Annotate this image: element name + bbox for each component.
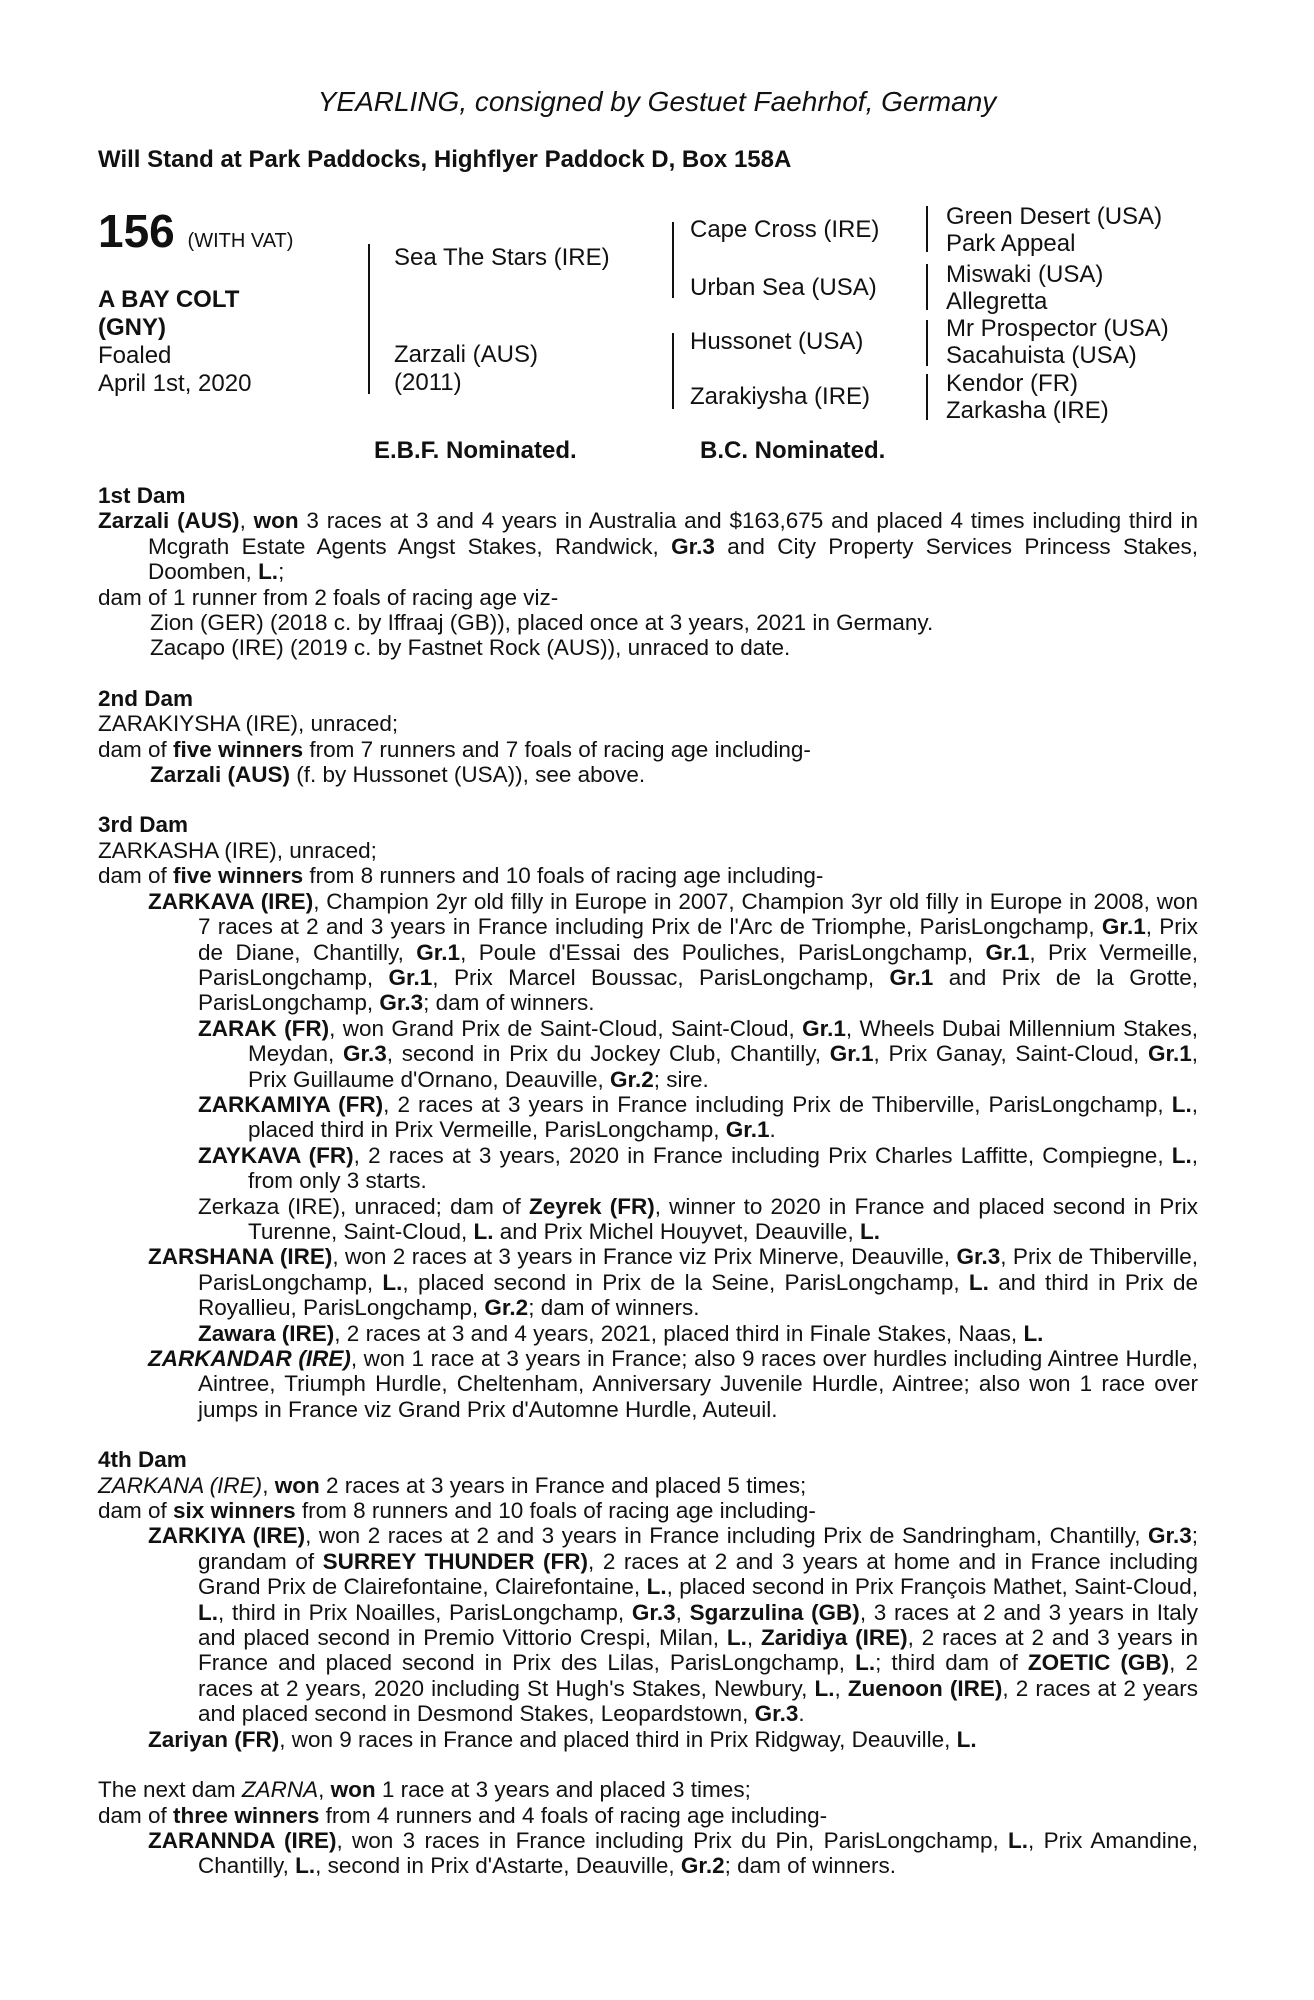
text: from 4 runners and 4 foals of racing age including- [319,1802,828,1828]
text: , [318,1777,331,1803]
text: , Wheels Dubai Millennium Stakes, Meydan, [248,1015,1199,1067]
produce-zarkiya [98,1523,1198,1726]
dam-name: ZARKANA (IRE) [98,1472,263,1498]
third-dam-summary [98,863,1198,888]
text: , 2 races at 3 years in France including Prix de Thiberville, ParisLongchamp, [383,1091,1172,1117]
brace-dd [926,374,928,420]
horse-name: ZARKANDAR (IRE) [148,1346,351,1371]
dam-name: Zarzali (AUS) [98,508,240,534]
produce-zarshana [98,1244,1198,1320]
horse-name: ZARKAMIYA (FR) [198,1091,384,1117]
text: , won 9 races in France and placed third in Prix Ridgway, Deauville, [279,1726,957,1752]
brace-gen1 [368,244,370,394]
text: , [262,1472,275,1498]
ebf-nomination: E.B.F. Nominated. [374,437,577,464]
text: . [798,1701,805,1727]
sire-sire: Cape Cross (IRE) [690,216,880,243]
text: (f. by Hussonet (USA)), see above. [290,762,646,788]
grade: Gr.1 [802,1015,846,1041]
grade: L. [1023,1320,1044,1346]
dam-sire: Hussonet (USA) [690,328,864,355]
horse-description [98,286,251,398]
won-word: won [253,508,299,534]
brace-ds [926,320,928,366]
grade: L. [859,1218,880,1244]
first-dam-race-record [98,508,1198,584]
text: , second in Prix du Jockey Club, Chantilly, [386,1041,830,1067]
lot-number [98,204,293,258]
text: ; sire. [653,1066,709,1092]
text: , Prix de Thiberville, ParisLongchamp, [198,1244,1198,1295]
grade: Gr.1 [889,964,934,990]
produce-zarkava [98,889,1198,1016]
horse-name: ZARKIYA (IRE) [148,1523,306,1549]
produce-zarak [98,1016,1198,1092]
text: and Prix Michel Houyvet, Deauville, [493,1218,860,1244]
text: dam of [98,1802,174,1828]
fourth-dam-record [98,1473,1198,1498]
text: dam of [98,863,174,889]
grade: L. [726,1625,747,1651]
grade: Gr.1 [985,939,1030,965]
horse-name: ZAYKAVA (FR) [198,1142,354,1168]
grade: Gr.3 [379,990,424,1016]
brace-sire [672,222,674,298]
grade: L. [198,1599,218,1625]
grade: Gr.1 [829,1041,874,1067]
text: , placed second in Prix de la Seine, ParisLongchamp, [402,1269,969,1295]
text: from 8 runners and 10 foals of racing age including- [295,1498,816,1524]
grade: Gr.2 [609,1066,654,1092]
grade: Gr.3 [342,1041,387,1067]
grade: L. [968,1269,989,1295]
grade: Gr.3 [631,1599,676,1625]
horse-name: Zarzali (AUS) [150,762,291,788]
text: 2 races at 3 years in France and placed 5 times; [319,1472,807,1498]
produce-record [98,483,1198,1879]
catalogue-header: YEARLING, consigned by Gestuet Faehrhof, Germany [317,86,997,117]
grade: Gr.1 [388,964,433,990]
first-dam-produce-summary: dam of 1 runner from 2 foals of racing age viz- [98,584,559,610]
dam-dam-dam: Zarkasha (IRE) [946,397,1109,424]
dam-sire-dam: Sacahuista (USA) [946,342,1137,369]
produce-zarkamiya [98,1092,1198,1143]
sire-dam: Urban Sea (USA) [690,274,877,301]
grade: Gr.1 [725,1117,770,1143]
text: ; dam of winners. [423,990,595,1016]
text: , third in Prix Noailles, ParisLongchamp, [218,1599,632,1625]
won-word: won [274,1472,320,1498]
horse-name: ZOETIC (GB) [1027,1650,1170,1676]
grade: L. [814,1675,835,1701]
text: from 8 runners and 10 foals of racing age including- [303,863,824,889]
text: , [675,1599,690,1625]
text: , winner to 2020 in France and placed second in Prix Turenne, Saint-Cloud, [248,1193,1199,1244]
grade: Gr.3 [1147,1523,1192,1549]
horse-name: Zeyrek (FR) [529,1193,655,1219]
sire-sire-sire: Green Desert (USA) [946,203,1163,230]
third-dam-heading: 3rd Dam [98,812,189,838]
won-word: won [330,1777,376,1803]
dam-dam-sire: Kendor (FR) [946,370,1079,397]
text: dam of [98,736,174,762]
dam-dam: Zarakiysha (IRE) [690,383,871,410]
grade: Gr.2 [680,1853,725,1879]
horse-name: ZARAK (FR) [198,1015,330,1041]
second-dam-heading: 2nd Dam [98,685,194,711]
produce-zarzali [98,762,1198,787]
text: and City Property Services Princess Stakes, Doomben, [148,533,1199,585]
winners-count: five winners [173,736,304,762]
text: , 2 races at 3 and 4 years, 2021, placed third in Finale Stakes, Naas, [334,1320,1024,1346]
sire-dam-sire: Miswaki (USA) [946,261,1104,288]
stand-location: Will Stand at Park Paddocks, Highflyer Paddock D, Box 158A [98,146,792,173]
grade: Gr.3 [671,533,715,559]
text: , placed third in Prix Vermeille, ParisLongchamp, [248,1091,1198,1143]
text: , 2 races at 3 years, 2020 in France including Prix Charles Laffitte, Compiegne, [353,1142,1172,1168]
produce-zariyan [98,1727,1198,1752]
first-dam-heading: 1st Dam [98,483,186,508]
text: . [769,1117,776,1143]
text: , won Grand Prix de Saint-Cloud, Saint-Cloud, [329,1015,803,1041]
produce-zawara [98,1321,1198,1346]
text: ; dam of winners. [528,1295,700,1321]
text: , [239,508,254,534]
text: , won 2 races at 2 and 3 years in France including Prix de Sandringham, Chantilly, [305,1523,1148,1549]
sire: Sea The Stars (IRE) [394,244,610,271]
text: , Prix Ganay, Saint-Cloud, [873,1041,1148,1067]
text: , second in Prix d'Astarte, Deauville, [315,1853,681,1879]
third-dam-name: ZARKASHA (IRE), unraced; [98,837,377,863]
brace-sd [926,264,928,310]
horse-name: ZARSHANA (IRE) [148,1244,333,1270]
text: dam of [98,1498,174,1524]
vat-label: (WITH VAT) [187,230,294,252]
text: 1 race at 3 years and placed 3 times; [375,1777,751,1803]
text: , [834,1675,848,1701]
text: , 2 races at 2 and 3 years at home and in France including Grand Prix de Clairefontaine, Clairefontaine, [198,1548,1199,1600]
sire-dam-dam: Allegretta [946,288,1048,315]
horse-name: ZARANNDA (IRE) [148,1827,337,1853]
horse-name: Zaridiya (IRE) [760,1625,908,1651]
foaled-date: April 1st, 2020 [98,370,252,397]
dam-name: ZARNA [241,1777,319,1803]
winners-count: six winners [173,1498,296,1524]
next-dam-summary [98,1803,1198,1828]
grade: Gr.1 [1101,914,1146,940]
fourth-dam-heading: 4th Dam [98,1447,187,1473]
text: , won 2 races at 3 years in France viz Prix Minerve, Deauville, [332,1244,957,1270]
grade: L. [855,1650,876,1676]
text: and third in Prix de Royallieu, ParisLongchamp, [198,1269,1198,1321]
text: , Prix Amandine, Chantilly, [198,1827,1198,1879]
horse-name: Zawara (IRE) [198,1320,335,1346]
grade: L. [473,1218,494,1244]
text: , Poule d'Essai des Pouliches, ParisLongchamp, [460,939,986,965]
bc-nomination: B.C. Nominated. [700,437,886,464]
horse-name: ZARKAVA (IRE) [148,888,314,914]
text: , won 3 races in France including Prix du Pin, ParisLongchamp, [336,1827,1009,1853]
horse-name: Sgarzulina (GB) [689,1599,860,1625]
grade: Gr.1 [1147,1041,1192,1067]
text: , from only 3 starts. [248,1142,1199,1194]
text: , Prix de Diane, Chantilly, [198,914,1198,965]
fourth-dam-summary [98,1498,1198,1523]
grade: L. [956,1726,977,1752]
text: , Champion 2yr old filly in Europe in 2007, Champion 3yr old filly in Europe in 2008, won 7 races at 2 and 3 years in France including Prix de l'Arc de Triomphe, ParisLongchamp, [198,888,1198,940]
grade: L. [258,559,279,585]
winners-count: three winners [173,1802,320,1828]
horse-name: Zuenoon (IRE) [847,1675,1003,1701]
grade: L. [1171,1091,1192,1117]
dam-sire-sire: Mr Prospector (USA) [946,315,1169,342]
text: , [746,1625,761,1651]
sire-sire-dam: Park Appeal [946,230,1076,257]
text: , Prix Marcel Boussac, ParisLongchamp, [432,964,890,990]
produce-zerkaza [98,1194,1198,1245]
text: , Prix Vermeille, ParisLongchamp, [198,939,1199,990]
produce-zion: Zion (GER) (2018 c. by Iffraaj (GB)), placed once at 3 years, 2021 in Germany. [150,610,934,636]
text: Zerkaza (IRE), unraced; dam of [198,1193,529,1219]
horse-desc: A BAY COLT [98,286,240,313]
produce-zarannda [98,1828,1198,1879]
text: ; dam of winners. [724,1853,896,1879]
text: , Prix Guillaume d'Ornano, Deauville, [248,1041,1198,1092]
text: , won 1 race at 3 years in France; also 9 races over hurdles including Aintree Hurdle, Aintree, Triumph Hurdle, Cheltenham, Anniversary Juvenile Hurdle, Aintree; also won 1 race over jumps in France viz Grand Prix d'Automne Hurdle, Auteuil. [198,1346,1198,1422]
brace-ss [926,206,928,252]
text: , 2 races at 2 years, 2020 including St Hugh's Stakes, Newbury, [198,1650,1198,1701]
lot-number-value: 156 [98,205,175,257]
text: , 2 races at 2 years and placed second in Desmond Stakes, Leopardstown, [198,1675,1198,1727]
produce-zacapo: Zacapo (IRE) (2019 c. by Fastnet Rock (AUS)), unraced to date. [150,635,791,661]
horse-name: SURREY THUNDER (FR) [322,1548,589,1574]
text: ; third dam of [875,1650,1028,1676]
second-dam-name: ZARAKIYSHA (IRE), unraced; [98,711,399,737]
horse-name: Zariyan (FR) [148,1726,280,1752]
grade: L. [646,1574,667,1600]
grade: Gr.1 [416,939,461,965]
foaled-label: Foaled [98,342,172,369]
grade: L. [295,1853,316,1879]
dam-year: (2011) [394,369,462,396]
grade: Gr.3 [956,1244,1001,1270]
grade: L. [382,1269,403,1295]
horse-country: (GNY) [98,314,166,341]
grade: Gr.3 [754,1701,799,1727]
text: , 2 races at 2 and 3 years in France and placed second in Prix des Lilas, ParisLongchamp, [198,1625,1198,1676]
winners-count: five winners [173,863,304,889]
text: The next dam [98,1777,242,1803]
produce-zaykava [98,1143,1198,1194]
second-dam-summary [98,737,1198,762]
grade: L. [1171,1142,1192,1168]
text: and Prix de la Grotte, ParisLongchamp, [198,964,1198,1016]
grade: L. [1008,1827,1029,1853]
grade: Gr.2 [484,1295,529,1321]
next-dam-record [98,1777,1198,1802]
text: , 3 races at 2 and 3 years in Italy and placed second in Premio Vittorio Crespi, Milan, [198,1599,1198,1651]
text: ; [278,559,285,585]
text: ; grandam of [198,1523,1199,1574]
text: 3 races at 3 and 4 years in Australia and $163,675 and placed 4 times including third in Mcgrath Estate Agents Angst Stakes, Randwick, [148,508,1198,559]
dam: Zarzali (AUS) [394,341,539,368]
brace-dam [672,333,674,409]
text: from 7 runners and 7 foals of racing age including- [303,736,811,762]
text: , placed second in Prix François Mathet, Saint-Cloud, [666,1574,1198,1600]
produce-zarkandar [98,1346,1198,1422]
